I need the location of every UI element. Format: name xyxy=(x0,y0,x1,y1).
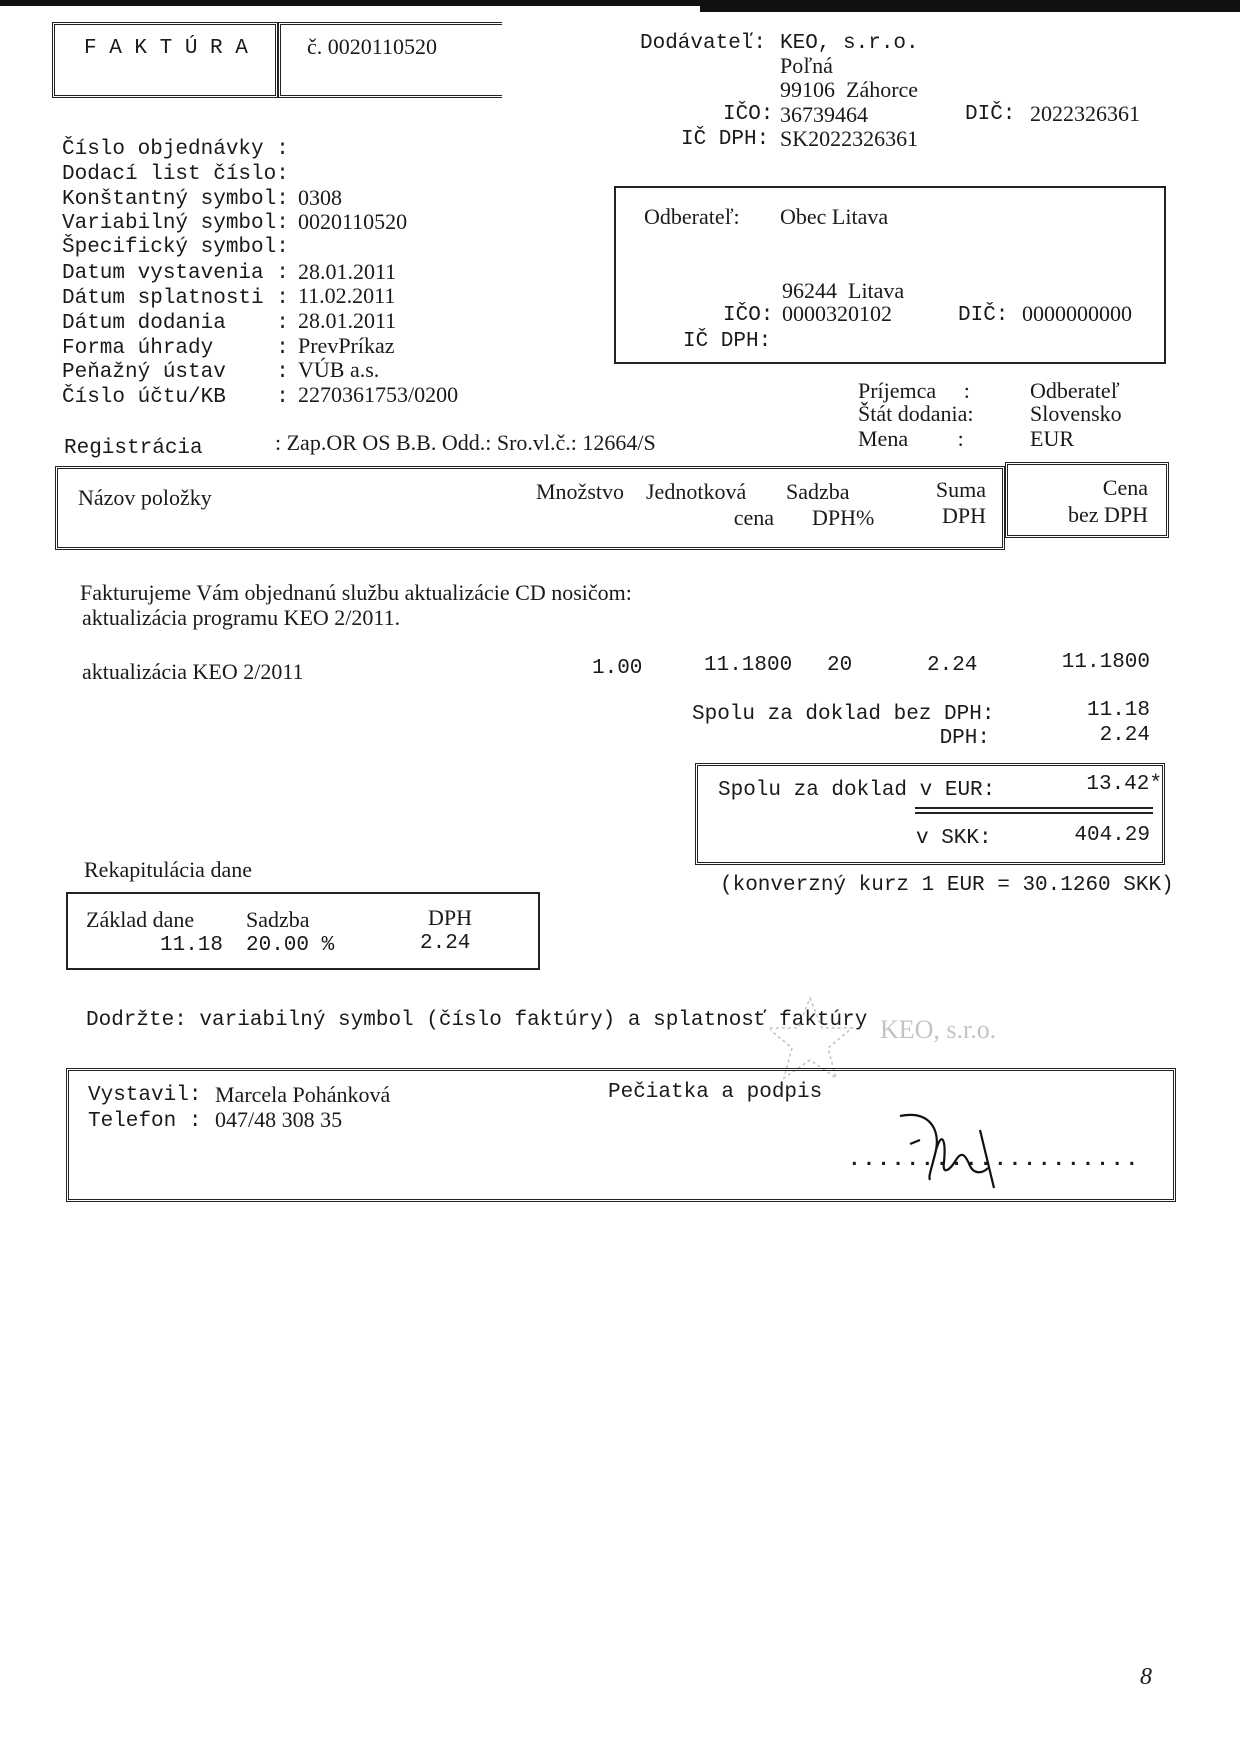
detail-label: Špecifický symbol: xyxy=(62,236,289,259)
supplier-label: Dodávateľ: xyxy=(640,32,767,55)
stamp-text: KEO, s.r.o. xyxy=(880,1015,997,1044)
signature xyxy=(870,1110,1030,1190)
scan-artifact-bar xyxy=(700,0,1240,12)
supplier-street: Poľná xyxy=(780,53,833,78)
customer-dic-label: DIČ: xyxy=(958,304,1009,327)
invoice-title: F A K T Ú R A xyxy=(84,37,248,60)
detail-label: Forma úhrady : xyxy=(62,337,289,360)
detail-value: 28.01.2011 xyxy=(298,308,397,333)
divider-line xyxy=(915,807,1153,809)
issued-by-label: Vystavil: xyxy=(88,1084,202,1107)
delivery-label: Mena : xyxy=(858,426,964,451)
detail-value: 2270361753/0200 xyxy=(298,382,459,407)
signature-line: .................... xyxy=(848,1149,1141,1172)
detail-label: Datum vystavenia : xyxy=(62,262,289,285)
item-vat: 2.24 xyxy=(927,654,978,677)
tax-recap-vat: 2.24 xyxy=(420,932,471,955)
customer-label: Odberateľ: xyxy=(644,204,740,229)
item-rate: 20 xyxy=(827,654,853,677)
supplier-city: 99106 Záhorce xyxy=(780,77,919,102)
supplier-ico-label: IČO: xyxy=(723,103,774,126)
detail-label: Dátum dodania : xyxy=(62,312,289,335)
customer-ico: 0000320102 xyxy=(782,301,892,326)
supplier-icdph: SK2022326361 xyxy=(780,126,919,151)
grand-total-eur: 13.42* xyxy=(1086,773,1162,796)
delivery-label: Štát dodania: xyxy=(858,401,974,426)
col-header-rate: DPH% xyxy=(812,505,875,530)
detail-value: 0308 xyxy=(298,185,342,210)
customer-ico-label: IČO: xyxy=(723,304,774,327)
phone-label: Telefon : xyxy=(88,1110,202,1133)
net-total: 11.18 xyxy=(1086,699,1150,722)
detail-label: Dátum splatnosti : xyxy=(62,287,289,310)
item-qty: 1.00 xyxy=(592,657,643,680)
intro-line: Fakturujeme Vám objednanú službu aktualizácie CD nosičom: xyxy=(80,580,632,605)
delivery-value: EUR xyxy=(1030,426,1074,451)
supplier-dic-label: DIČ: xyxy=(965,103,1016,126)
detail-value: 28.01.2011 xyxy=(298,259,397,284)
detail-label: Peňažný ústav : xyxy=(62,361,289,384)
customer-icdph-label: IČ DPH: xyxy=(683,330,772,353)
detail-label: Číslo objednávky : xyxy=(62,138,289,161)
col-header-rate: Sadzba xyxy=(786,479,850,504)
customer-dic: 0000000000 xyxy=(1022,301,1132,326)
customer-city: 96244 Litava xyxy=(782,278,905,303)
payment-notice: Dodržte: variabilný symbol (číslo faktúry) a splatnosť faktúry xyxy=(86,1009,868,1032)
phone: 047/48 308 35 xyxy=(215,1107,343,1132)
delivery-value: Odberateľ xyxy=(1030,378,1120,403)
col-header-price: bez DPH xyxy=(1067,502,1148,527)
vat-total-label: DPH: xyxy=(939,727,990,750)
supplier-name: KEO, s.r.o. xyxy=(780,32,919,55)
tax-recap-base-label: Základ dane xyxy=(86,907,195,932)
detail-label: Konštantný symbol: xyxy=(62,188,289,211)
delivery-label: Príjemca : xyxy=(858,378,970,403)
title-box xyxy=(52,22,278,98)
tax-recap-rate-label: Sadzba xyxy=(246,907,310,932)
grand-total-skk: 404.29 xyxy=(1074,824,1150,847)
intro-line: aktualizácia programu KEO 2/2011. xyxy=(82,605,401,630)
detail-value: 11.02.2011 xyxy=(298,283,396,308)
tax-recap-title: Rekapitulácia dane xyxy=(84,857,252,882)
tax-recap-base: 11.18 xyxy=(159,934,223,957)
detail-value: PrevPríkaz xyxy=(298,333,395,358)
grand-total-skk-label: v SKK: xyxy=(916,827,992,850)
registration-label: Registrácia xyxy=(64,437,203,460)
detail-label: Dodací list číslo: xyxy=(62,163,289,186)
tax-recap-rate: 20.00 % xyxy=(246,934,335,957)
delivery-value: Slovensko xyxy=(1030,401,1122,426)
col-header-vat: Suma xyxy=(935,477,986,502)
item-price: 11.1800 xyxy=(1061,651,1150,674)
detail-label: Číslo účtu/KB : xyxy=(62,386,289,409)
supplier-icdph-label: IČ DPH: xyxy=(681,128,770,151)
grand-total-label: Spolu za doklad v EUR: xyxy=(718,779,996,802)
stamp-signature-label: Pečiatka a podpis xyxy=(608,1081,823,1104)
detail-label: Variabilný symbol: xyxy=(62,212,289,235)
item-unit-price: 11.1800 xyxy=(704,654,793,677)
detail-value: 0020110520 xyxy=(298,209,408,234)
col-header-qty: Množstvo xyxy=(536,479,624,504)
col-header-unit-price: cena xyxy=(733,505,774,530)
col-header-vat: DPH xyxy=(941,503,986,528)
vat-total: 2.24 xyxy=(1099,724,1150,747)
item-name: aktualizácia KEO 2/2011 xyxy=(82,659,304,684)
col-header-name: Názov položky xyxy=(78,485,212,510)
customer-name: Obec Litava xyxy=(780,204,889,229)
tax-recap-vat-label: DPH xyxy=(428,905,473,930)
detail-value: VÚB a.s. xyxy=(298,357,380,382)
page-mark: 8 xyxy=(1140,1664,1152,1690)
registration-value: : Zap.OR OS B.B. Odd.: Sro.vl.č.: 12664/S xyxy=(275,430,656,455)
net-total-label: Spolu za doklad bez DPH: xyxy=(692,703,995,726)
col-header-price: Cena xyxy=(1102,475,1148,500)
divider-line xyxy=(915,812,1153,814)
issued-by: Marcela Pohánková xyxy=(215,1082,391,1107)
invoice-number: č. 0020110520 xyxy=(307,34,437,59)
conversion-rate-note: (konverzný kurz 1 EUR = 30.1260 SKK) xyxy=(720,874,1174,897)
supplier-dic: 2022326361 xyxy=(1030,101,1140,126)
stamp-star-icon xyxy=(770,998,852,1078)
col-header-unit-price: Jednotková xyxy=(646,479,747,504)
supplier-ico: 36739464 xyxy=(780,102,868,127)
